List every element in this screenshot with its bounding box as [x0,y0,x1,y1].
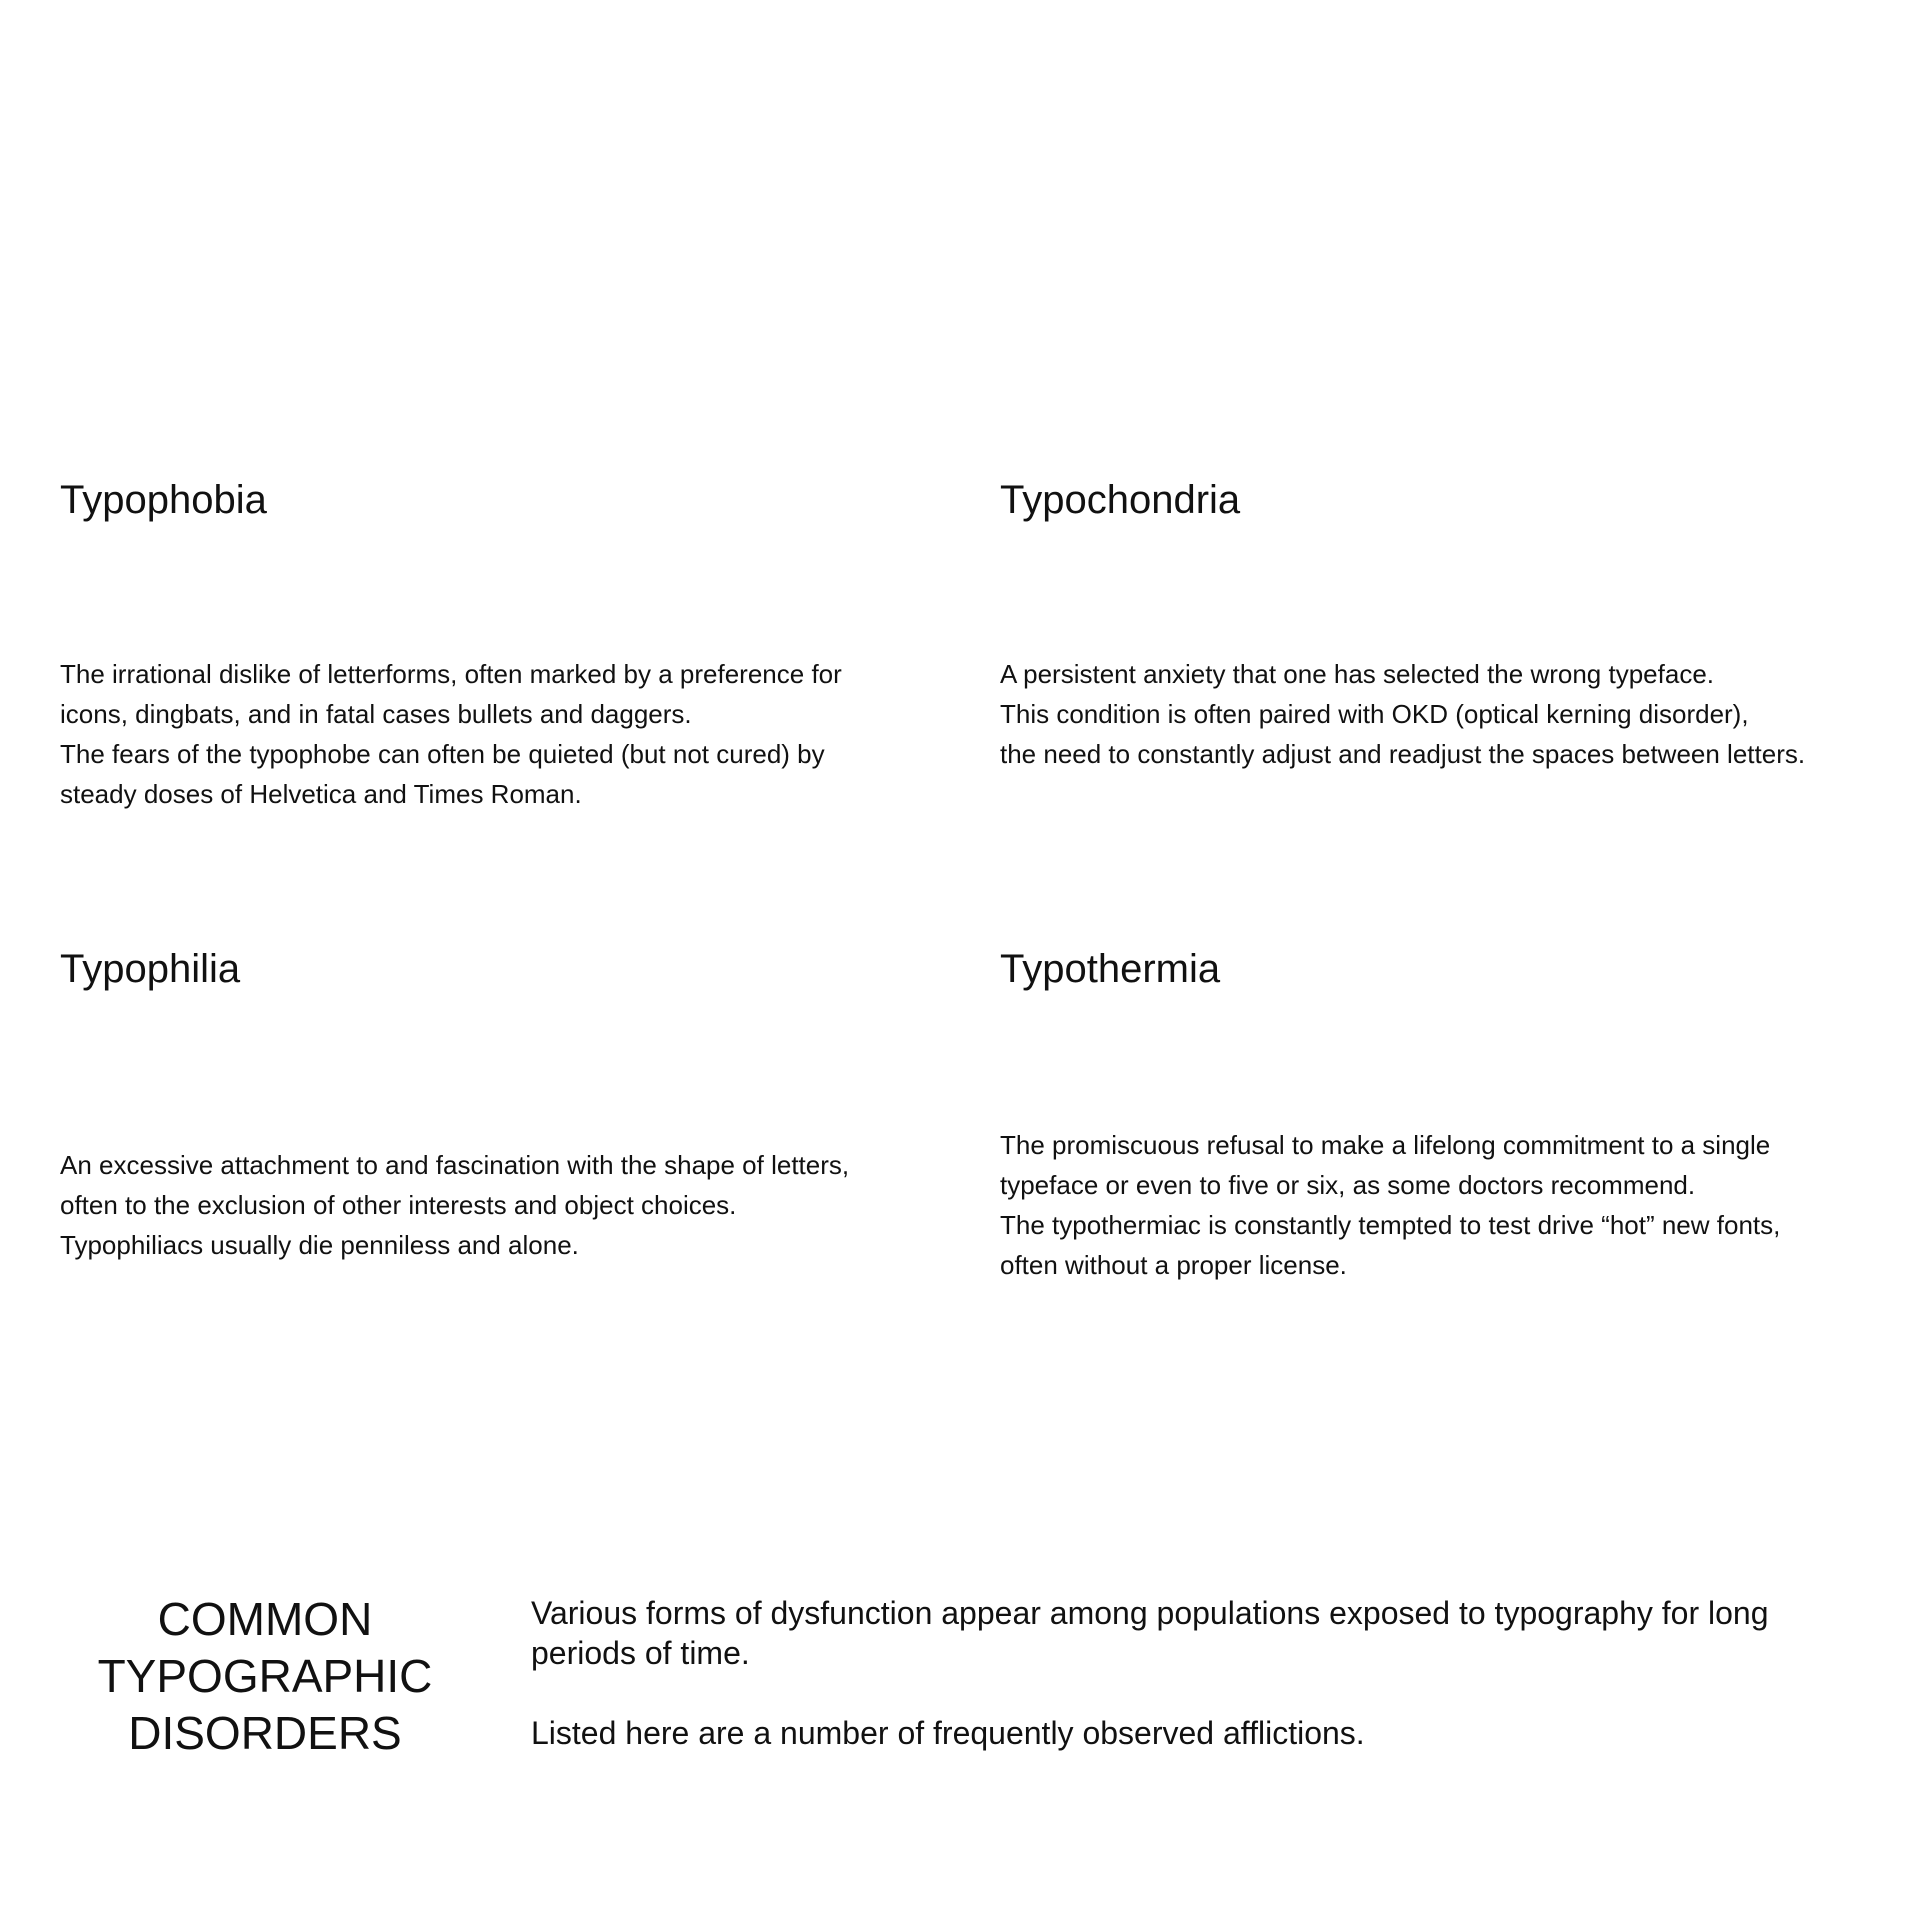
entry-typophilia [60,945,940,1260]
intro-line: periods of time. [531,1635,750,1671]
heading-line: COMMON [157,1593,373,1645]
heading-line: TYPOGRAPHIC [97,1650,433,1702]
description-line: The typothermiac is constantly tempted to test drive “hot” new fonts, [1000,1210,1781,1240]
description-line: the need to constantly adjust and readjust the spaces between letters. [1000,739,1806,769]
intro-line: Various forms of dysfunction appear among populations exposed to typography for long [531,1595,1769,1631]
description-line: often without a proper license. [1000,1250,1347,1280]
entry-description [1000,654,1805,774]
description-line: An excessive attachment to and fascination with the shape of letters, [60,1150,850,1180]
description-line: steady doses of Helvetica and Times Roman. [60,779,582,809]
intro-text [531,1593,1871,1753]
entry-title: Typophilia [60,947,241,991]
entry-typophobia [60,476,940,809]
paragraph-spacer [531,1673,1871,1713]
description-line: often to the exclusion of other interests and object choices. [60,1190,737,1220]
description-line: Typophiliacs usually die penniless and alone. [60,1230,579,1260]
entry-typochondria [1000,476,1880,769]
heading-line: DISORDERS [128,1707,402,1759]
description-line: typeface or even to five or six, as some doctors recommend. [1000,1170,1696,1200]
entry-title: Typochondria [1000,478,1241,522]
intro-line: Listed here are a number of frequently observed afflictions. [531,1715,1365,1751]
entry-description [60,654,842,814]
description-line: This condition is often paired with OKD (optical kerning disorder), [1000,699,1749,729]
description-line: The promiscuous refusal to make a lifelong commitment to a single [1000,1130,1771,1160]
entry-title: Typothermia [1000,947,1221,991]
description-line: icons, dingbats, and in fatal cases bullets and daggers. [60,699,692,729]
description-line: The fears of the typophobe can often be quieted (but not cured) by [60,739,825,769]
entry-typothermia [1000,945,1880,1280]
entry-title: Typophobia [60,478,267,522]
entry-description [1000,1125,1780,1285]
description-line: The irrational dislike of letterforms, often marked by a preference for [60,659,842,689]
entry-description [60,1145,849,1265]
description-line: A persistent anxiety that one has selected the wrong typeface. [1000,659,1714,689]
page-heading [60,1591,470,1762]
